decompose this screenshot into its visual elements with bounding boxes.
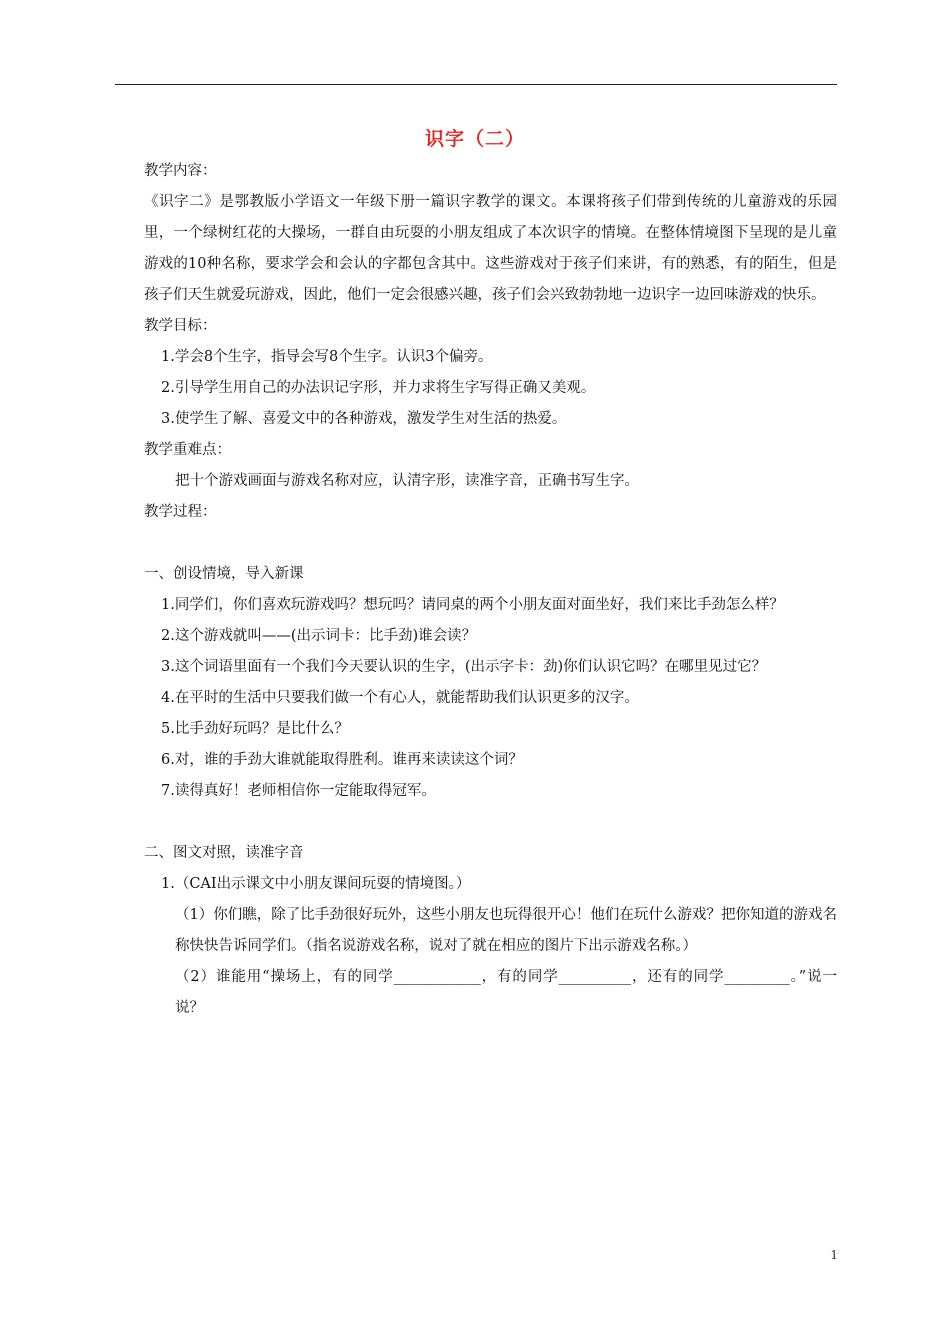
paragraph: （2）谁能用“操场上，有的同学____________，有的同学__________，还有的同学_________。”说一说？ <box>175 969 837 1016</box>
page-title: 识字（二） <box>424 128 525 150</box>
paragraph: 2.引导学生用自己的办法识记字形，并力求将生字写得正确又美观。 <box>161 380 596 396</box>
paragraph: 3.使学生了解、喜爱文中的各种游戏，激发学生对生活的热爱。 <box>161 411 567 427</box>
blank-line <box>115 807 837 838</box>
paragraph: 3.这个词语里面有一个我们今天要认识的生字，(出示字卡：劲)你们认识它吗？在哪里见过它？ <box>161 659 767 675</box>
paragraph: 教学内容： <box>144 163 217 179</box>
paragraph: 二、图文对照，读准字音 <box>144 845 304 861</box>
page-number: 1 <box>830 1248 838 1262</box>
paragraph: 1.学会8个生字，指导会写8个生字。认识3个偏旁。 <box>161 349 493 365</box>
paragraph: 1.（CAI出示课文中小朋友课间玩耍的情境图。） <box>161 876 471 892</box>
paragraph: 2.这个游戏就叫——(出示词卡：比手劲)谁会读？ <box>161 628 477 644</box>
paragraph: 教学过程： <box>144 504 217 520</box>
paragraph: 6.对，谁的手劲大谁就能取得胜利。谁再来读读这个词？ <box>161 752 523 768</box>
paragraph: 教学重难点： <box>144 442 231 458</box>
header-rule <box>115 84 837 85</box>
paragraph: 1.同学们，你们喜欢玩游戏吗？想玩吗？请同桌的两个小朋友面对面坐好，我们来比手劲怎么样？ <box>161 597 784 613</box>
blank-line <box>115 528 837 559</box>
paragraph: 《识字二》是鄂教版小学语文一年级下册一篇识字教学的课文。本课将孩子们带到传统的儿童游戏的乐园里，一个绿树红花的大操场，一群自由玩耍的小朋友组成了本次识字的情境。在整体情境图下呈现的是儿童游戏的10种名称，要求学会和会认的字都包含其中。这些游戏对于孩子们来讲，有的熟悉，有的陌生，但是孩子们天生就爱玩游戏，因此，他们一定会很感兴趣，孩子们会兴致勃勃地一边识字一边回味游戏的快乐。 <box>144 194 837 303</box>
paragraph: 5.比手劲好玩吗？是比什么？ <box>161 721 349 737</box>
document-body <box>115 156 837 1024</box>
paragraph: 教学目标： <box>144 318 217 334</box>
paragraph: 一、创设情境，导入新课 <box>144 566 304 582</box>
paragraph: 7.读得真好！老师相信你一定能取得冠军。 <box>161 783 436 799</box>
paragraph: 4.在平时的生活中只要我们做一个有心人，就能帮助我们认识更多的汉字。 <box>161 690 639 706</box>
paragraph: （1）你们瞧，除了比手劲很好玩外，这些小朋友也玩得很开心！他们在玩什么游戏？把你知道的游戏名称快快告诉同学们。（指名说游戏名称，说对了就在相应的图片下出示游戏名称。） <box>175 907 837 954</box>
paragraph: 把十个游戏画面与游戏名称对应，认清字形，读准字音，正确书写生字。 <box>175 473 639 489</box>
